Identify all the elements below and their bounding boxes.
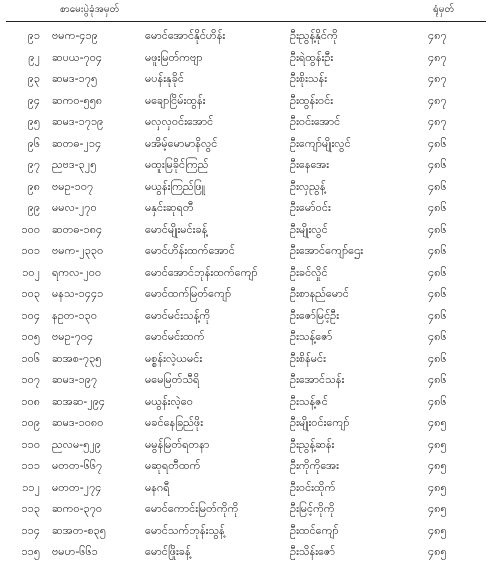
roll-number: ဆပယ-၇၀၄ — [52, 50, 103, 64]
father-name: ဦးလှညွန့် — [290, 179, 326, 193]
row-number: ၁၀၃ — [21, 287, 40, 300]
father-name: ဦးရဲထွန်းဦး — [290, 50, 334, 64]
roll-number: ဆအတ-စ၃၅ — [52, 523, 106, 537]
father-name: ဦးစိန်မင်း — [290, 351, 326, 365]
student-name: မအိမ့်မောမာနိလွင် — [145, 136, 218, 150]
father-name: ဦးအောင်သန်း — [290, 373, 345, 386]
father-name: ဦးနေအေး — [290, 158, 329, 171]
student-name: မောင်ဖြိုးခန့် — [145, 545, 191, 558]
center-code: ၄၈၅ — [428, 459, 447, 472]
row-number: ၉၈ — [27, 179, 40, 193]
roll-number: နဥတ-၁၃၀ — [52, 308, 98, 322]
student-name: မချောငြိမ်းထွန်း — [145, 93, 206, 107]
table-row — [0, 370, 500, 392]
center-code: ၄၈၇ — [428, 93, 447, 107]
row-number: ၁၁၄ — [21, 523, 40, 537]
center-code: ၄၈၆ — [428, 373, 447, 386]
student-name: မောင်မင်းထက် — [145, 330, 205, 343]
center-code: ၄၈၇ — [428, 50, 447, 64]
table-row — [0, 478, 500, 500]
center-code: ၄၈၆ — [428, 222, 447, 236]
table-row — [0, 327, 500, 349]
roll-number: ဗမဥ-၁၀၇ — [52, 179, 94, 193]
roll-number: ဆအစ-၇၃၅ — [52, 351, 102, 365]
center-code: ၄၈၅ — [428, 545, 447, 558]
student-name: မယွန်းလဲ့ဝေ — [145, 394, 193, 408]
center-code: ၄၈၅ — [428, 416, 447, 429]
center-code: ၄၈၆ — [428, 179, 447, 193]
roll-number: မမလ-၂၇၀ — [52, 201, 97, 214]
header-divider — [6, 21, 486, 22]
roll-number: ဗမဟ-၆၆၁ — [52, 545, 98, 558]
roll-number: ဆအဆ-၂၉၄ — [52, 394, 106, 408]
center-code: ၄၈၅ — [428, 480, 447, 494]
father-name: ဦးဇော်မြင့်ဦး — [290, 308, 340, 322]
row-number: ၁၀၆ — [21, 351, 40, 365]
row-number: ၉၉ — [27, 201, 40, 214]
results-table-body — [0, 26, 500, 564]
row-number: ၉၄ — [27, 93, 40, 107]
father-name: ဦးမော်ဝင်း — [290, 201, 331, 214]
table-row — [0, 155, 500, 177]
center-code: ၄၈၇ — [428, 72, 447, 85]
roll-number: ရကလ-၂၀၀ — [52, 265, 102, 279]
center-code: ၄၈၇ — [428, 115, 447, 128]
roll-number: ဆမဒ-၁၇၁၉ — [52, 115, 104, 128]
roll-number: ဗမဥ-၇၀၄ — [52, 330, 94, 343]
row-number: ၁၀၀ — [21, 222, 40, 236]
student-name: မောင်ထက်မြတ်ကျော် — [145, 287, 232, 300]
row-number: ၁၀၅ — [21, 330, 40, 343]
roll-number: ဆမဒ-၁၀၈၀ — [52, 416, 104, 429]
father-name: ဦးထင်ကျော် — [290, 523, 339, 537]
header-code: ရုံမှတ် — [433, 4, 455, 15]
student-name: မယွန်းကြည်ဖြူ — [145, 179, 205, 193]
student-name: မောင်မင်းသန့်ကို — [145, 308, 211, 322]
roll-number: ညဗဒ-၃၂၅ — [52, 158, 97, 171]
row-number: ၉၂ — [28, 50, 40, 64]
student-name: မောင်အောင်ဘုန်းထက်ကျော် — [145, 265, 258, 279]
row-number: ၁၁၃ — [21, 502, 40, 515]
center-code: ၄၈၆ — [428, 351, 447, 365]
table-row — [0, 284, 500, 306]
row-number: ၁၁၂ — [22, 480, 40, 494]
student-name: မောင်ကောင်းမြတ်ကိုကို — [145, 502, 239, 515]
father-name: ဦးဝင်းထိုက် — [290, 480, 336, 494]
table-header — [0, 0, 500, 20]
table-row — [0, 521, 500, 543]
row-number: ၉၇ — [27, 158, 40, 171]
student-name: မဖူးမြတ်ကဗျာ — [145, 50, 203, 64]
header-roll-number: စာမေးပွဲခုံအမှတ် — [60, 4, 120, 15]
center-code: ၄၈၆ — [428, 287, 447, 300]
father-name: ဦးအောင်ကျော်ဌေး — [290, 244, 364, 257]
father-name: ဦးဝင်းအောင် — [290, 115, 341, 128]
row-number: ၁၀၇ — [21, 373, 40, 386]
student-name: မခင်နေခြည်ဖိုး — [145, 416, 203, 429]
father-name: ဦးသန့်ဇင် — [290, 394, 328, 408]
row-number: ၁၀၄ — [21, 308, 40, 322]
row-number: ၉၅ — [27, 115, 40, 128]
father-name: ဦးထွန်းဝင်း — [290, 93, 334, 107]
student-name: မစ္စန်းလဲ့ယမင်း — [145, 351, 203, 365]
roll-number: မနသ-၁၄၄၁ — [52, 287, 104, 300]
father-name: ဦးသိန်းဇော် — [290, 545, 336, 558]
table-row — [0, 112, 500, 134]
student-name: မထူးမြခိုင်ကြည် — [145, 158, 209, 171]
father-name: ဦးမြင့်ကိုကို — [290, 502, 335, 515]
student-name: မနှင်းဆုရတီ — [145, 201, 194, 214]
center-code: ၄၈၆ — [428, 265, 447, 279]
student-name: မောင်သက်ဘုန်းသွန့် — [145, 523, 225, 537]
table-row — [0, 220, 500, 242]
father-name: ဦးသန့်ဇော် — [290, 330, 333, 343]
student-name: မမွန်မြတ်ရတနာ — [145, 437, 210, 451]
father-name: ဦးစိုးသန်း — [290, 72, 327, 85]
row-number: ၁၀၁ — [21, 244, 40, 257]
center-code: ၄၈၆ — [428, 330, 447, 343]
roll-number: ညလမ-၅၂၉ — [52, 437, 101, 451]
table-row — [0, 413, 500, 435]
student-name: မဆုရတီထက် — [145, 459, 201, 472]
student-name: မောင်မျိုးမင်းခန့် — [145, 222, 208, 236]
roll-number: ဆမဒ-၁၇၅ — [52, 72, 98, 85]
student-name: မောင်ဟိန်းထက်အောင် — [145, 244, 235, 257]
roll-number: မတတ-၂၇၄ — [52, 480, 102, 494]
father-name: ဦးမျိုးဝင်းကျော် — [290, 416, 350, 429]
table-row — [0, 69, 500, 91]
row-number: ၁၁၁ — [21, 459, 40, 472]
table-row — [0, 349, 500, 371]
center-code: ၄၈၆ — [428, 158, 447, 171]
table-row — [0, 134, 500, 156]
table-row — [0, 456, 500, 478]
row-number: ၁၀၈ — [21, 394, 40, 408]
student-name: မောင်အောင်နိုင်ဟိန်း — [145, 29, 226, 42]
father-name: ဦးညွန့်ဆန်း — [290, 437, 335, 451]
roll-number: ဆတဓ-၂၁၄ — [52, 136, 102, 150]
student-name: မလှလှဝင်းအောင် — [145, 115, 214, 128]
table-row — [0, 48, 500, 70]
center-code: ၄၈၆ — [428, 308, 447, 322]
row-number: ၁၀၉ — [21, 416, 40, 429]
row-number: ၁၀၂ — [22, 265, 40, 279]
student-name: မမေမြတ်သီရိ — [145, 373, 200, 386]
row-number: ၁၁၀ — [21, 437, 40, 451]
table-row — [0, 499, 500, 521]
roll-number: ဆကဝ-၅၅၈ — [52, 93, 103, 107]
table-row — [0, 306, 500, 328]
table-row — [0, 435, 500, 457]
father-name: ဦးစာနည်မောင် — [290, 287, 349, 300]
table-row — [0, 91, 500, 113]
father-name: ဦးကိုကိုအေး — [290, 459, 339, 472]
row-number: ၉၆ — [27, 136, 40, 150]
roll-number: ဗမက-၂၃၃၀ — [52, 244, 104, 257]
father-name: ဦးကျော်မျိုးလွင် — [290, 136, 351, 150]
center-code: ၄၈၆ — [428, 244, 447, 257]
roll-number: ဗမက-၄၁၉ — [52, 29, 98, 42]
table-row — [0, 177, 500, 199]
table-row — [0, 263, 500, 285]
center-code: ၄၈၅ — [428, 437, 447, 451]
student-name: မပန်းနုခိုင် — [145, 72, 185, 85]
father-name: ဦးခင်လှိုင် — [290, 265, 328, 279]
center-code: ၄၈၆ — [428, 394, 447, 408]
center-code: ၄၈၆ — [428, 201, 447, 214]
table-row — [0, 392, 500, 414]
table-row — [0, 542, 500, 564]
table-row — [0, 26, 500, 48]
table-row — [0, 241, 500, 263]
student-name: မနဂရီ — [145, 480, 170, 494]
center-code: ၄၈၅ — [428, 523, 447, 537]
center-code: ၄၈၅ — [428, 502, 447, 515]
roll-number: မတတ-၆၆၇ — [52, 459, 103, 472]
row-number: ၉၃ — [27, 72, 40, 85]
roll-number: ဆမဒ-၁၉၇ — [52, 373, 98, 386]
center-code: ၄၈၆ — [428, 136, 447, 150]
roll-number: ဆကဝ-၃၇၀ — [52, 502, 103, 515]
father-name: ဦးမျိုးလွင် — [290, 222, 328, 236]
row-number: ၉၁ — [27, 29, 40, 42]
roll-number: ဆတဓ-၁၈၄ — [52, 222, 103, 236]
table-row — [0, 198, 500, 220]
center-code: ၄၈၇ — [428, 29, 447, 42]
father-name: ဦးညွန့်နိုင်ကို — [290, 29, 338, 42]
row-number: ၁၁၅ — [21, 545, 40, 558]
